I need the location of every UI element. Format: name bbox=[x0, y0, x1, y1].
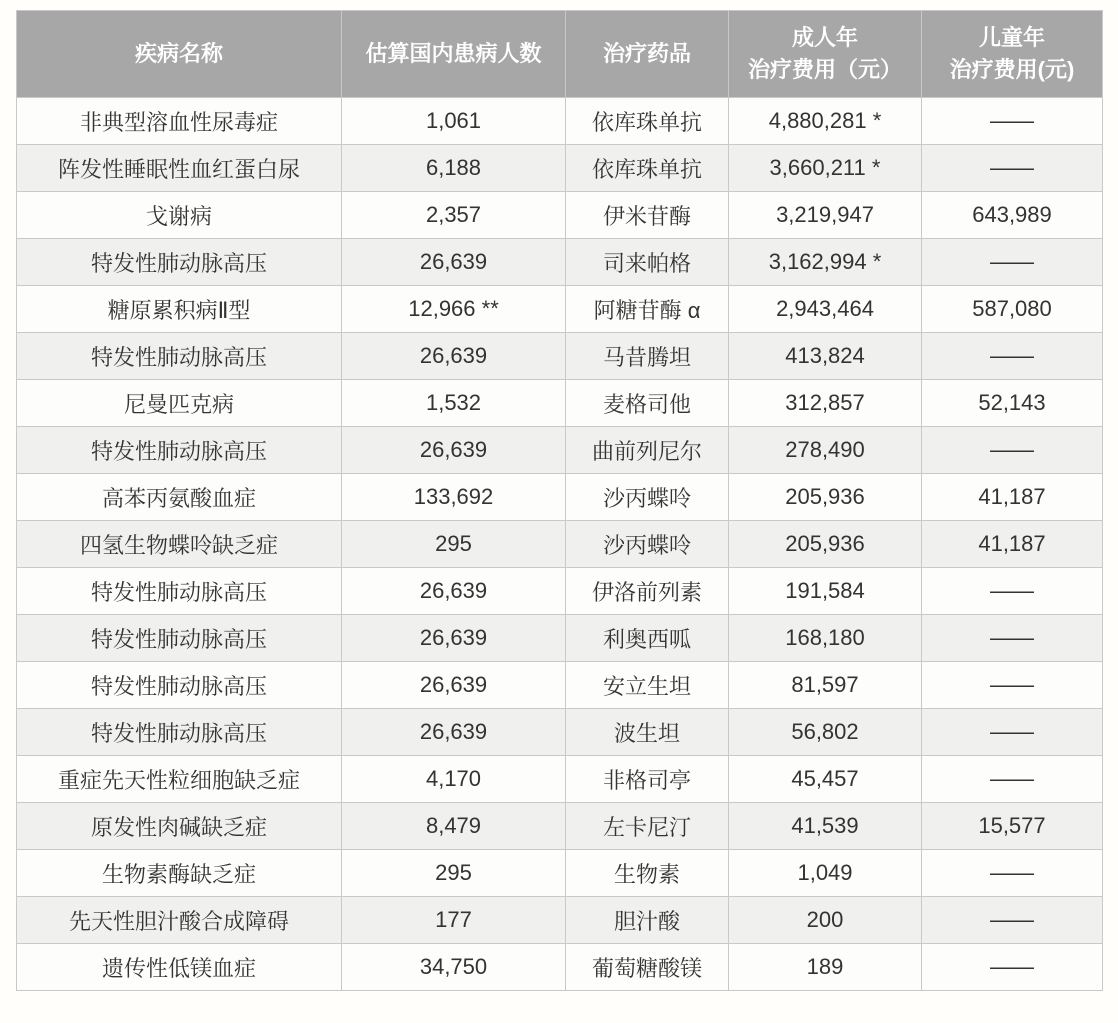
cell-patients: 26,639 bbox=[342, 333, 566, 380]
cell-patients: 295 bbox=[342, 521, 566, 568]
cell-patients: 26,639 bbox=[342, 568, 566, 615]
cell-disease: 原发性肉碱缺乏症 bbox=[17, 803, 342, 850]
cell-disease: 特发性肺动脉高压 bbox=[17, 568, 342, 615]
cell-adult-cost: 81,597 bbox=[729, 662, 922, 709]
cell-drug: 沙丙蝶呤 bbox=[566, 521, 729, 568]
cell-adult-cost: 189 bbox=[729, 944, 922, 991]
col-header-child-cost: 儿童年 治疗费用(元) bbox=[922, 11, 1103, 98]
cell-child-cost: 52,143 bbox=[922, 380, 1103, 427]
cell-disease: 特发性肺动脉高压 bbox=[17, 427, 342, 474]
cell-patients: 26,639 bbox=[342, 427, 566, 474]
table-row bbox=[17, 192, 1103, 239]
cell-adult-cost: 205,936 bbox=[729, 521, 922, 568]
cell-child-cost: —— bbox=[922, 239, 1103, 286]
table-row bbox=[17, 662, 1103, 709]
table-row bbox=[17, 521, 1103, 568]
cell-drug: 安立生坦 bbox=[566, 662, 729, 709]
cell-adult-cost: 312,857 bbox=[729, 380, 922, 427]
cell-disease: 高苯丙氨酸血症 bbox=[17, 474, 342, 521]
cell-drug: 伊洛前列素 bbox=[566, 568, 729, 615]
cell-child-cost: —— bbox=[922, 568, 1103, 615]
cell-adult-cost: 191,584 bbox=[729, 568, 922, 615]
cell-drug: 曲前列尼尔 bbox=[566, 427, 729, 474]
cell-drug: 伊米苷酶 bbox=[566, 192, 729, 239]
cell-patients: 295 bbox=[342, 850, 566, 897]
cell-patients: 133,692 bbox=[342, 474, 566, 521]
cell-patients: 34,750 bbox=[342, 944, 566, 991]
cell-drug: 胆汁酸 bbox=[566, 897, 729, 944]
cell-child-cost: —— bbox=[922, 615, 1103, 662]
table-row bbox=[17, 474, 1103, 521]
cell-disease: 先天性胆汁酸合成障碍 bbox=[17, 897, 342, 944]
cell-disease: 特发性肺动脉高压 bbox=[17, 333, 342, 380]
table-row bbox=[17, 239, 1103, 286]
table-row bbox=[17, 944, 1103, 991]
table-row bbox=[17, 615, 1103, 662]
cell-adult-cost: 56,802 bbox=[729, 709, 922, 756]
cell-patients: 1,532 bbox=[342, 380, 566, 427]
cell-patients: 8,479 bbox=[342, 803, 566, 850]
cell-drug: 司来帕格 bbox=[566, 239, 729, 286]
cell-patients: 1,061 bbox=[342, 98, 566, 145]
cell-drug: 生物素 bbox=[566, 850, 729, 897]
cell-disease: 特发性肺动脉高压 bbox=[17, 662, 342, 709]
cell-adult-cost: 278,490 bbox=[729, 427, 922, 474]
cell-child-cost: —— bbox=[922, 98, 1103, 145]
table-row bbox=[17, 427, 1103, 474]
cell-adult-cost: 413,824 bbox=[729, 333, 922, 380]
cell-child-cost: 15,577 bbox=[922, 803, 1103, 850]
cell-patients: 26,639 bbox=[342, 239, 566, 286]
table-row bbox=[17, 568, 1103, 615]
cell-adult-cost: 1,049 bbox=[729, 850, 922, 897]
table-row bbox=[17, 145, 1103, 192]
cell-adult-cost: 4,880,281 * bbox=[729, 98, 922, 145]
cell-patients: 26,639 bbox=[342, 662, 566, 709]
col-header-disease: 疾病名称 bbox=[17, 11, 342, 98]
col-header-patients: 估算国内患病人数 bbox=[342, 11, 566, 98]
cell-child-cost: —— bbox=[922, 427, 1103, 474]
cell-adult-cost: 45,457 bbox=[729, 756, 922, 803]
cell-adult-cost: 3,162,994 * bbox=[729, 239, 922, 286]
cell-disease: 特发性肺动脉高压 bbox=[17, 239, 342, 286]
cell-drug: 麦格司他 bbox=[566, 380, 729, 427]
cell-drug: 波生坦 bbox=[566, 709, 729, 756]
cell-disease: 特发性肺动脉高压 bbox=[17, 709, 342, 756]
table-row bbox=[17, 803, 1103, 850]
cell-child-cost: —— bbox=[922, 944, 1103, 991]
cell-patients: 26,639 bbox=[342, 615, 566, 662]
cell-adult-cost: 3,660,211 * bbox=[729, 145, 922, 192]
cell-patients: 6,188 bbox=[342, 145, 566, 192]
cell-patients: 26,639 bbox=[342, 709, 566, 756]
cell-disease: 四氢生物蝶呤缺乏症 bbox=[17, 521, 342, 568]
cell-child-cost: —— bbox=[922, 897, 1103, 944]
cell-drug: 利奥西呱 bbox=[566, 615, 729, 662]
col-header-adult-cost: 成人年 治疗费用（元） bbox=[729, 11, 922, 98]
table-row bbox=[17, 380, 1103, 427]
cell-disease: 戈谢病 bbox=[17, 192, 342, 239]
cell-disease: 重症先天性粒细胞缺乏症 bbox=[17, 756, 342, 803]
cell-disease: 生物素酶缺乏症 bbox=[17, 850, 342, 897]
cell-disease: 非典型溶血性尿毒症 bbox=[17, 98, 342, 145]
cell-child-cost: —— bbox=[922, 709, 1103, 756]
cell-child-cost: 41,187 bbox=[922, 521, 1103, 568]
cell-drug: 左卡尼汀 bbox=[566, 803, 729, 850]
cell-child-cost: —— bbox=[922, 333, 1103, 380]
cell-disease: 尼曼匹克病 bbox=[17, 380, 342, 427]
cell-drug: 非格司亭 bbox=[566, 756, 729, 803]
cell-child-cost: 643,989 bbox=[922, 192, 1103, 239]
table-row bbox=[17, 850, 1103, 897]
cell-patients: 177 bbox=[342, 897, 566, 944]
cell-drug: 沙丙蝶呤 bbox=[566, 474, 729, 521]
cell-adult-cost: 2,943,464 bbox=[729, 286, 922, 333]
table-header bbox=[17, 11, 1103, 98]
cell-child-cost: —— bbox=[922, 145, 1103, 192]
cell-disease: 阵发性睡眠性血红蛋白尿 bbox=[17, 145, 342, 192]
cell-child-cost: —— bbox=[922, 662, 1103, 709]
cell-drug: 阿糖苷酶 α bbox=[566, 286, 729, 333]
cell-drug: 依库珠单抗 bbox=[566, 98, 729, 145]
cell-child-cost: —— bbox=[922, 756, 1103, 803]
table-header-row bbox=[17, 11, 1103, 98]
cell-child-cost: 587,080 bbox=[922, 286, 1103, 333]
cell-child-cost: —— bbox=[922, 850, 1103, 897]
table-body bbox=[17, 98, 1103, 991]
cell-adult-cost: 41,539 bbox=[729, 803, 922, 850]
cell-patients: 4,170 bbox=[342, 756, 566, 803]
cell-drug: 马昔腾坦 bbox=[566, 333, 729, 380]
cell-child-cost: 41,187 bbox=[922, 474, 1103, 521]
cell-adult-cost: 3,219,947 bbox=[729, 192, 922, 239]
table-row bbox=[17, 709, 1103, 756]
table-row bbox=[17, 333, 1103, 380]
cell-adult-cost: 168,180 bbox=[729, 615, 922, 662]
cell-disease: 糖原累积病Ⅱ型 bbox=[17, 286, 342, 333]
cell-drug: 依库珠单抗 bbox=[566, 145, 729, 192]
rare-disease-cost-table bbox=[16, 10, 1103, 991]
table-row bbox=[17, 756, 1103, 803]
table-row bbox=[17, 286, 1103, 333]
cell-drug: 葡萄糖酸镁 bbox=[566, 944, 729, 991]
cell-disease: 特发性肺动脉高压 bbox=[17, 615, 342, 662]
table-row bbox=[17, 897, 1103, 944]
cell-adult-cost: 200 bbox=[729, 897, 922, 944]
col-header-drug: 治疗药品 bbox=[566, 11, 729, 98]
cell-patients: 12,966 ** bbox=[342, 286, 566, 333]
cell-disease: 遗传性低镁血症 bbox=[17, 944, 342, 991]
cell-patients: 2,357 bbox=[342, 192, 566, 239]
cell-adult-cost: 205,936 bbox=[729, 474, 922, 521]
table-row bbox=[17, 98, 1103, 145]
